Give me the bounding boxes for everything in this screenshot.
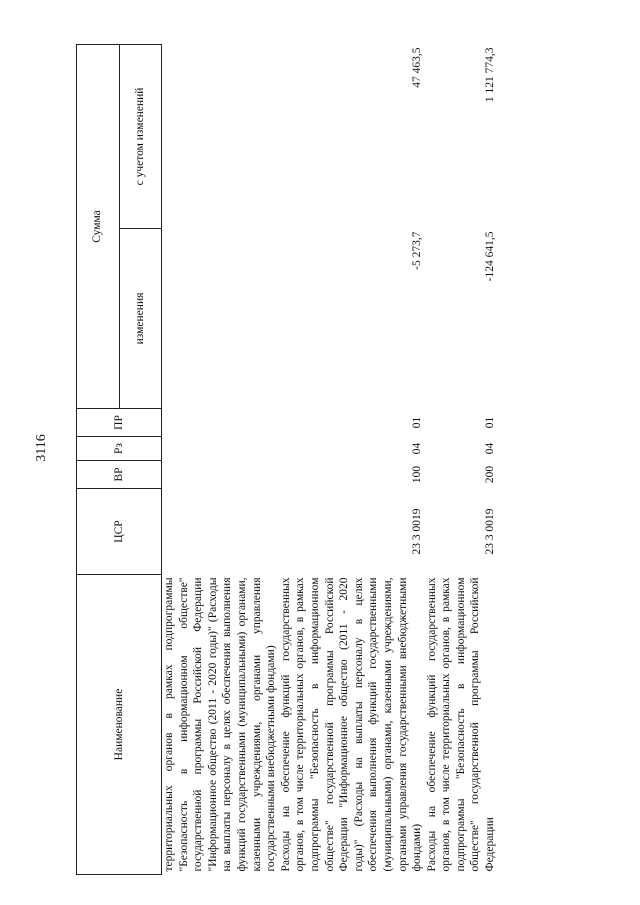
header-changes: изменения bbox=[119, 229, 162, 409]
row-name: территориальных органов в рамках подпрограммы "Безопасность в информационном обществе" государственной программы Российской Федерации "Информационное общество (2011 - 2020 годы)" (Расходы на выплаты персоналу в целях обеспечения выполнения функций государственными (муниципальными) органами, казенными учреждениями, органами управления государственными внебюджетными фондами) bbox=[163, 577, 278, 872]
budget-table bbox=[76, 44, 498, 875]
row-with-changes: 47 463,5 bbox=[411, 47, 424, 88]
row-name: Расходы на обеспечение функций государственных органов, в том числе территориальных органов, в рамках подпрограммы "Безопасность в информационном обществе" государственной программы Российской Федерации bbox=[425, 577, 497, 872]
row-rz bbox=[162, 437, 279, 461]
row-changes bbox=[162, 229, 279, 409]
header-csr: ЦСР bbox=[77, 489, 162, 575]
table-row bbox=[425, 44, 498, 874]
row-rz: 04 bbox=[484, 442, 497, 455]
header-vr: ВР bbox=[77, 461, 162, 489]
row-with-changes: 1 121 774,3 bbox=[484, 47, 497, 103]
row-name: Расходы на обеспечение функций государственных органов, в том числе территориальных органов, в рамках подпрограммы "Безопасность в информационном обществе" государственной программы Российской Федерации "Информационное общество (2011 - 2020 годы)" (Расходы на выплаты персоналу в целях обеспечения выполнения функций государственными (муниципальными) органами, казенными учреждениями, органами управления государственными внебюджетными фондами) bbox=[279, 577, 424, 872]
row-csr: 23 3 0019 bbox=[411, 508, 424, 555]
page-number: 3116 bbox=[34, 434, 49, 462]
row-with-changes bbox=[162, 44, 279, 228]
header-sum: Сумма bbox=[77, 44, 120, 408]
rotated-sheet bbox=[76, 45, 576, 875]
header-name: Наименование bbox=[77, 575, 162, 875]
row-rz: 04 bbox=[411, 442, 424, 455]
row-csr: 23 3 0019 bbox=[484, 508, 497, 555]
table-row bbox=[279, 44, 425, 874]
row-changes: -124 641,5 bbox=[484, 231, 497, 282]
row-vr bbox=[162, 461, 279, 489]
header-rz: Рз bbox=[77, 437, 162, 461]
row-pr: 01 bbox=[411, 416, 424, 429]
header-pr: ПР bbox=[77, 409, 162, 437]
table-row bbox=[162, 44, 279, 874]
row-pr: 01 bbox=[484, 416, 497, 429]
row-pr bbox=[162, 409, 279, 437]
row-vr: 200 bbox=[484, 465, 497, 484]
header-with-changes: с учетом изменений bbox=[119, 44, 162, 228]
row-vr: 100 bbox=[411, 465, 424, 484]
row-changes: -5 273,7 bbox=[411, 231, 424, 270]
row-csr bbox=[162, 489, 279, 575]
